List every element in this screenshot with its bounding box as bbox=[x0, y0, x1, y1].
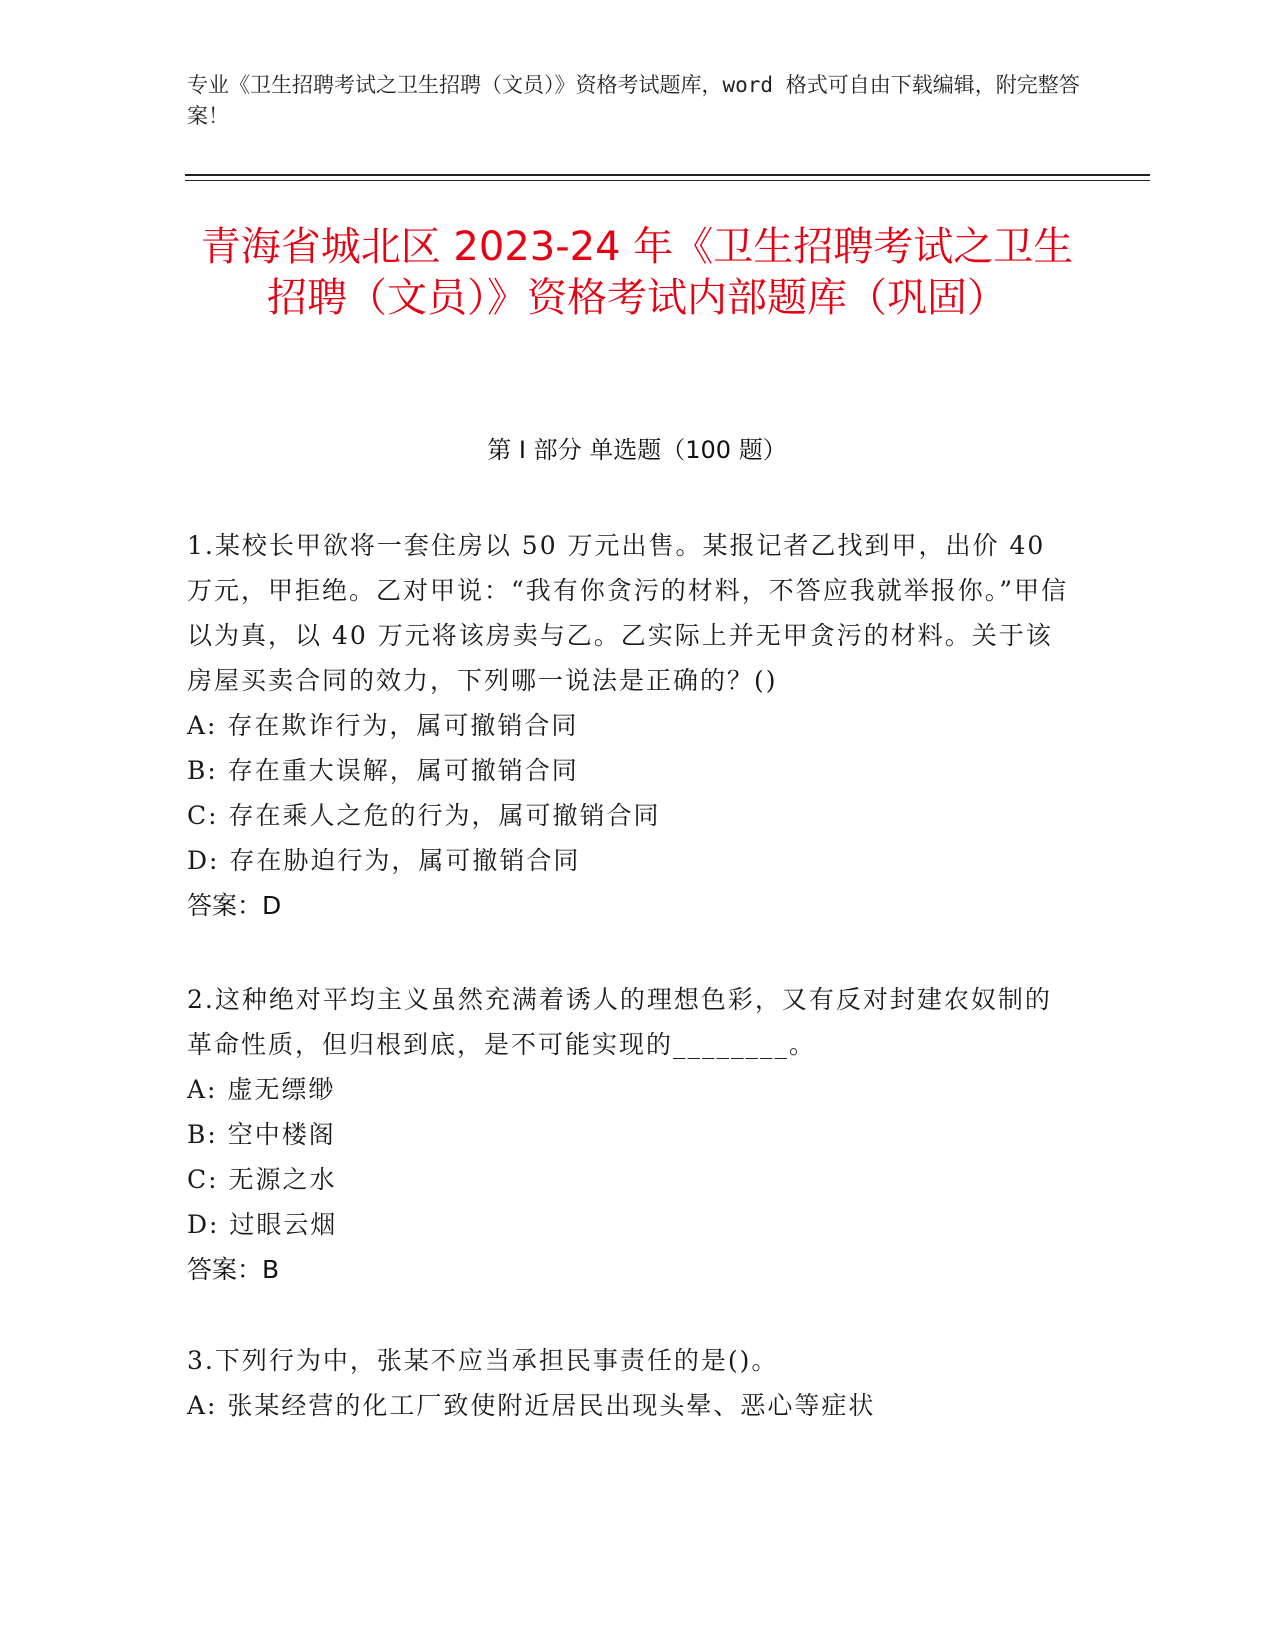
question-1 bbox=[187, 523, 1072, 928]
option-a: A: 虚无缥缈 bbox=[187, 1075, 336, 1104]
header-divider-thick bbox=[185, 174, 1150, 176]
header-note: 专业《卫生招聘考试之卫生招聘（文员）》资格考试题库，word 格式可自由下载编辑，附完整答案！ bbox=[187, 73, 1080, 128]
option-b: B: 空中楼阁 bbox=[187, 1120, 336, 1149]
option-b: B: 存在重大误解，属可撤销合同 bbox=[187, 756, 579, 785]
document-title: 青海省城北区 2023-24 年《卫生招聘考试之卫生招聘（文员）》资格考试内部题库（巩固） bbox=[200, 224, 1074, 321]
option-a: A: 存在欺诈行为，属可撤销合同 bbox=[187, 711, 579, 740]
header-divider-thin bbox=[185, 180, 1150, 181]
option-a: A: 张某经营的化工厂致使附近居民出现头晕、恶心等症状 bbox=[187, 1391, 876, 1420]
question-stem: 1.某校长甲欲将一套住房以 50 万元出售。某报记者乙找到甲，出价 40 万元，甲拒绝。乙对甲说：“我有你贪污的材料，不答应我就举报你。”甲信以为真，以 40 万元将该房卖与乙。乙实际上并无甲贪污的材料。关于该房屋买卖合同的效力，下列哪一说法是正确的？() bbox=[187, 531, 1069, 695]
question-stem: 2.这种绝对平均主义虽然充满着诱人的理想色彩，又有反对封建农奴制的革命性质，但归根到底，是不可能实现的________。 bbox=[187, 985, 1052, 1059]
section-title: 第 I 部分 单选题（100 题） bbox=[487, 436, 787, 464]
option-c: C: 无源之水 bbox=[187, 1165, 337, 1194]
question-stem: 3.下列行为中，张某不应当承担民事责任的是()。 bbox=[187, 1346, 779, 1375]
option-d: D: 存在胁迫行为，属可撤销合同 bbox=[187, 846, 581, 875]
option-d: D: 过眼云烟 bbox=[187, 1210, 338, 1239]
question-3 bbox=[187, 1338, 1072, 1428]
answer: 答案：D bbox=[187, 891, 282, 920]
option-c: C: 存在乘人之危的行为，属可撤销合同 bbox=[187, 801, 661, 830]
answer: 答案：B bbox=[187, 1255, 280, 1284]
question-2 bbox=[187, 977, 1072, 1292]
